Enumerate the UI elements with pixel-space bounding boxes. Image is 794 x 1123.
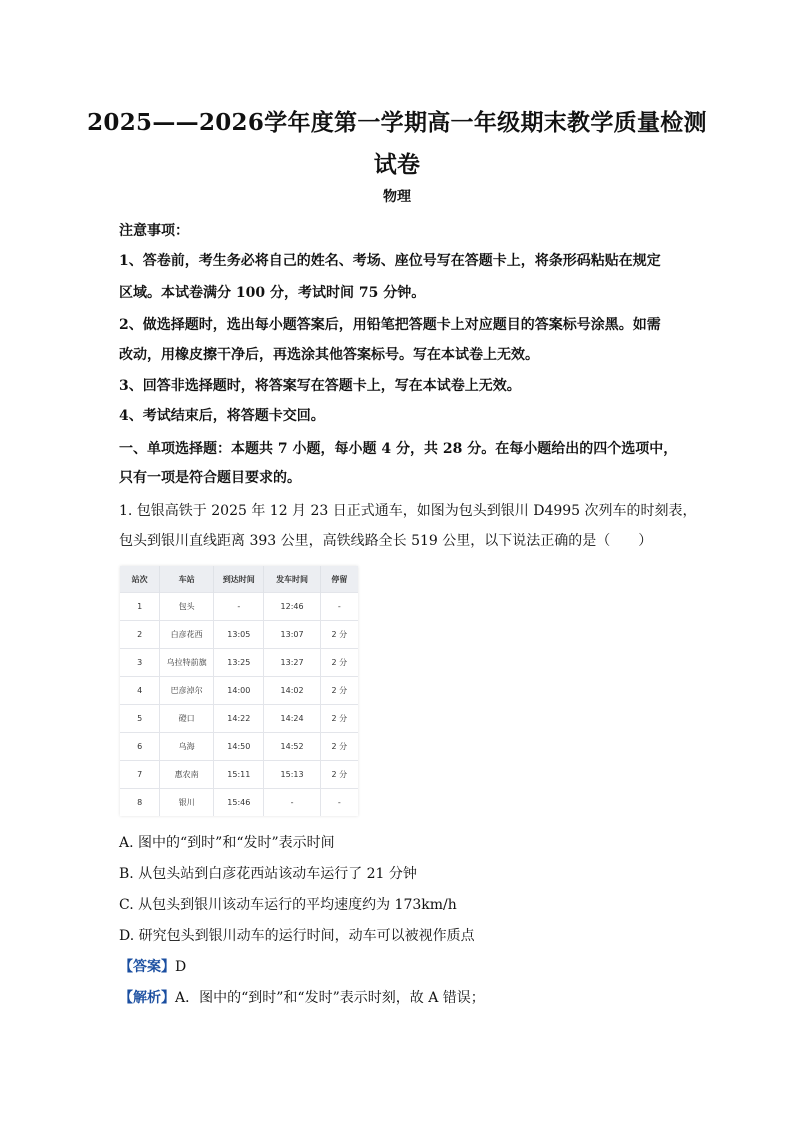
- table-cell: 银川: [160, 789, 214, 817]
- notice-line-5: 3、回答非选择题时，将答案写在答题卡上，写在本试卷上无效。: [119, 378, 521, 394]
- table-cell: 乌拉特前旗: [160, 649, 214, 677]
- table-cell: 2 分: [320, 705, 358, 733]
- notice-line-1: 1、答卷前，考生务必将自己的姓名、考场、座位号写在答题卡上，将条形码粘贴在规定: [119, 253, 661, 269]
- table-cell: 2 分: [320, 649, 358, 677]
- timetable-header-cell: 车站: [160, 566, 214, 593]
- subject-label: 物理: [383, 189, 411, 205]
- question-1-line1: 1. 包银高铁于 2025 年 12 月 23 日正式通车，如图为包头到银川 D4995 次列车的时刻表，: [119, 503, 697, 519]
- table-row: [120, 761, 358, 789]
- table-cell: 5: [120, 705, 160, 733]
- table-row: [120, 733, 358, 761]
- notice-line-3: 2、做选择题时，选出每小题答案后，用铅笔把答题卡上对应题目的答案标号涂黑。如需: [119, 317, 661, 333]
- table-cell: 15:13: [264, 761, 320, 789]
- table-cell: 惠农南: [160, 761, 214, 789]
- table-cell: -: [214, 593, 264, 621]
- notice-line-2: 区域。本试卷满分 100 分，考试时间 75 分钟。: [119, 285, 426, 301]
- timetable-header-row: [120, 566, 358, 593]
- timetable-header-cell: 站次: [120, 566, 160, 593]
- table-cell: 14:22: [214, 705, 264, 733]
- table-cell: 14:50: [214, 733, 264, 761]
- table-cell: 白彦花西: [160, 621, 214, 649]
- table-cell: 15:46: [214, 789, 264, 817]
- table-cell: -: [320, 789, 358, 817]
- answer-tag: 【答案】: [119, 959, 175, 975]
- table-cell: 巴彦淖尔: [160, 677, 214, 705]
- table-cell: 13:25: [214, 649, 264, 677]
- table-cell: 2 分: [320, 733, 358, 761]
- train-timetable: [120, 566, 358, 816]
- table-cell: 13:27: [264, 649, 320, 677]
- option-d: D. 研究包头到银川动车的运行时间，动车可以被视作质点: [119, 928, 475, 944]
- table-cell: 4: [120, 677, 160, 705]
- table-cell: 乌海: [160, 733, 214, 761]
- table-row: [120, 621, 358, 649]
- notice-heading: 注意事项：: [119, 223, 189, 239]
- exam-title-line2: 试卷: [373, 151, 421, 178]
- timetable-header-cell: 发车时间: [264, 566, 320, 593]
- table-cell: -: [320, 593, 358, 621]
- table-cell: 3: [120, 649, 160, 677]
- option-c: C. 从包头到银川该动车运行的平均速度约为 173km/h: [119, 897, 457, 913]
- table-row: [120, 677, 358, 705]
- option-a: A. 图中的“到时”和“发时”表示时间: [119, 835, 335, 851]
- timetable-header-cell: 到达时间: [214, 566, 264, 593]
- table-cell: 14:52: [264, 733, 320, 761]
- answer-value: D: [175, 959, 187, 975]
- table-cell: 14:02: [264, 677, 320, 705]
- timetable-header-cell: 停留: [320, 566, 358, 593]
- analysis-text: A．图中的“到时”和“发时”表示时刻，故 A 错误；: [175, 990, 485, 1006]
- table-row: [120, 705, 358, 733]
- analysis-line: [119, 987, 679, 1007]
- table-cell: 8: [120, 789, 160, 817]
- table-row: [120, 789, 358, 817]
- notice-line-6: 4、考试结束后，将答题卡交回。: [119, 408, 325, 424]
- notice-line-4: 改动，用橡皮擦干净后，再选涂其他答案标号。写在本试卷上无效。: [119, 347, 539, 363]
- table-cell: 12:46: [264, 593, 320, 621]
- table-cell: 13:05: [214, 621, 264, 649]
- table-cell: -: [264, 789, 320, 817]
- exam-title-line1: 2025——2026学年度第一学期高一年级期末教学质量检测: [87, 109, 707, 136]
- table-cell: 2: [120, 621, 160, 649]
- table-cell: 2 分: [320, 621, 358, 649]
- option-b: B. 从包头站到白彦花西站该动车运行了 21 分钟: [119, 866, 417, 882]
- table-cell: 6: [120, 733, 160, 761]
- table-cell: 磴口: [160, 705, 214, 733]
- question-1-line2: 包头到银川直线距离 393 公里，高铁线路全长 519 公里，以下说法正确的是（ ）: [119, 533, 653, 549]
- section-heading-line1: 一、单项选择题：本题共 7 小题，每小题 4 分，共 28 分。在每小题给出的四个选项中，: [119, 441, 678, 457]
- table-cell: 14:00: [214, 677, 264, 705]
- answer-line: [119, 956, 679, 976]
- table-cell: 2 分: [320, 761, 358, 789]
- table-row: [120, 593, 358, 621]
- table-cell: 14:24: [264, 705, 320, 733]
- table-cell: 15:11: [214, 761, 264, 789]
- table-cell: 7: [120, 761, 160, 789]
- table-cell: 2 分: [320, 677, 358, 705]
- table-cell: 1: [120, 593, 160, 621]
- section-heading-line2: 只有一项是符合题目要求的。: [119, 470, 301, 486]
- table-cell: 13:07: [264, 621, 320, 649]
- table-row: [120, 649, 358, 677]
- analysis-tag: 【解析】: [119, 990, 175, 1006]
- table-cell: 包头: [160, 593, 214, 621]
